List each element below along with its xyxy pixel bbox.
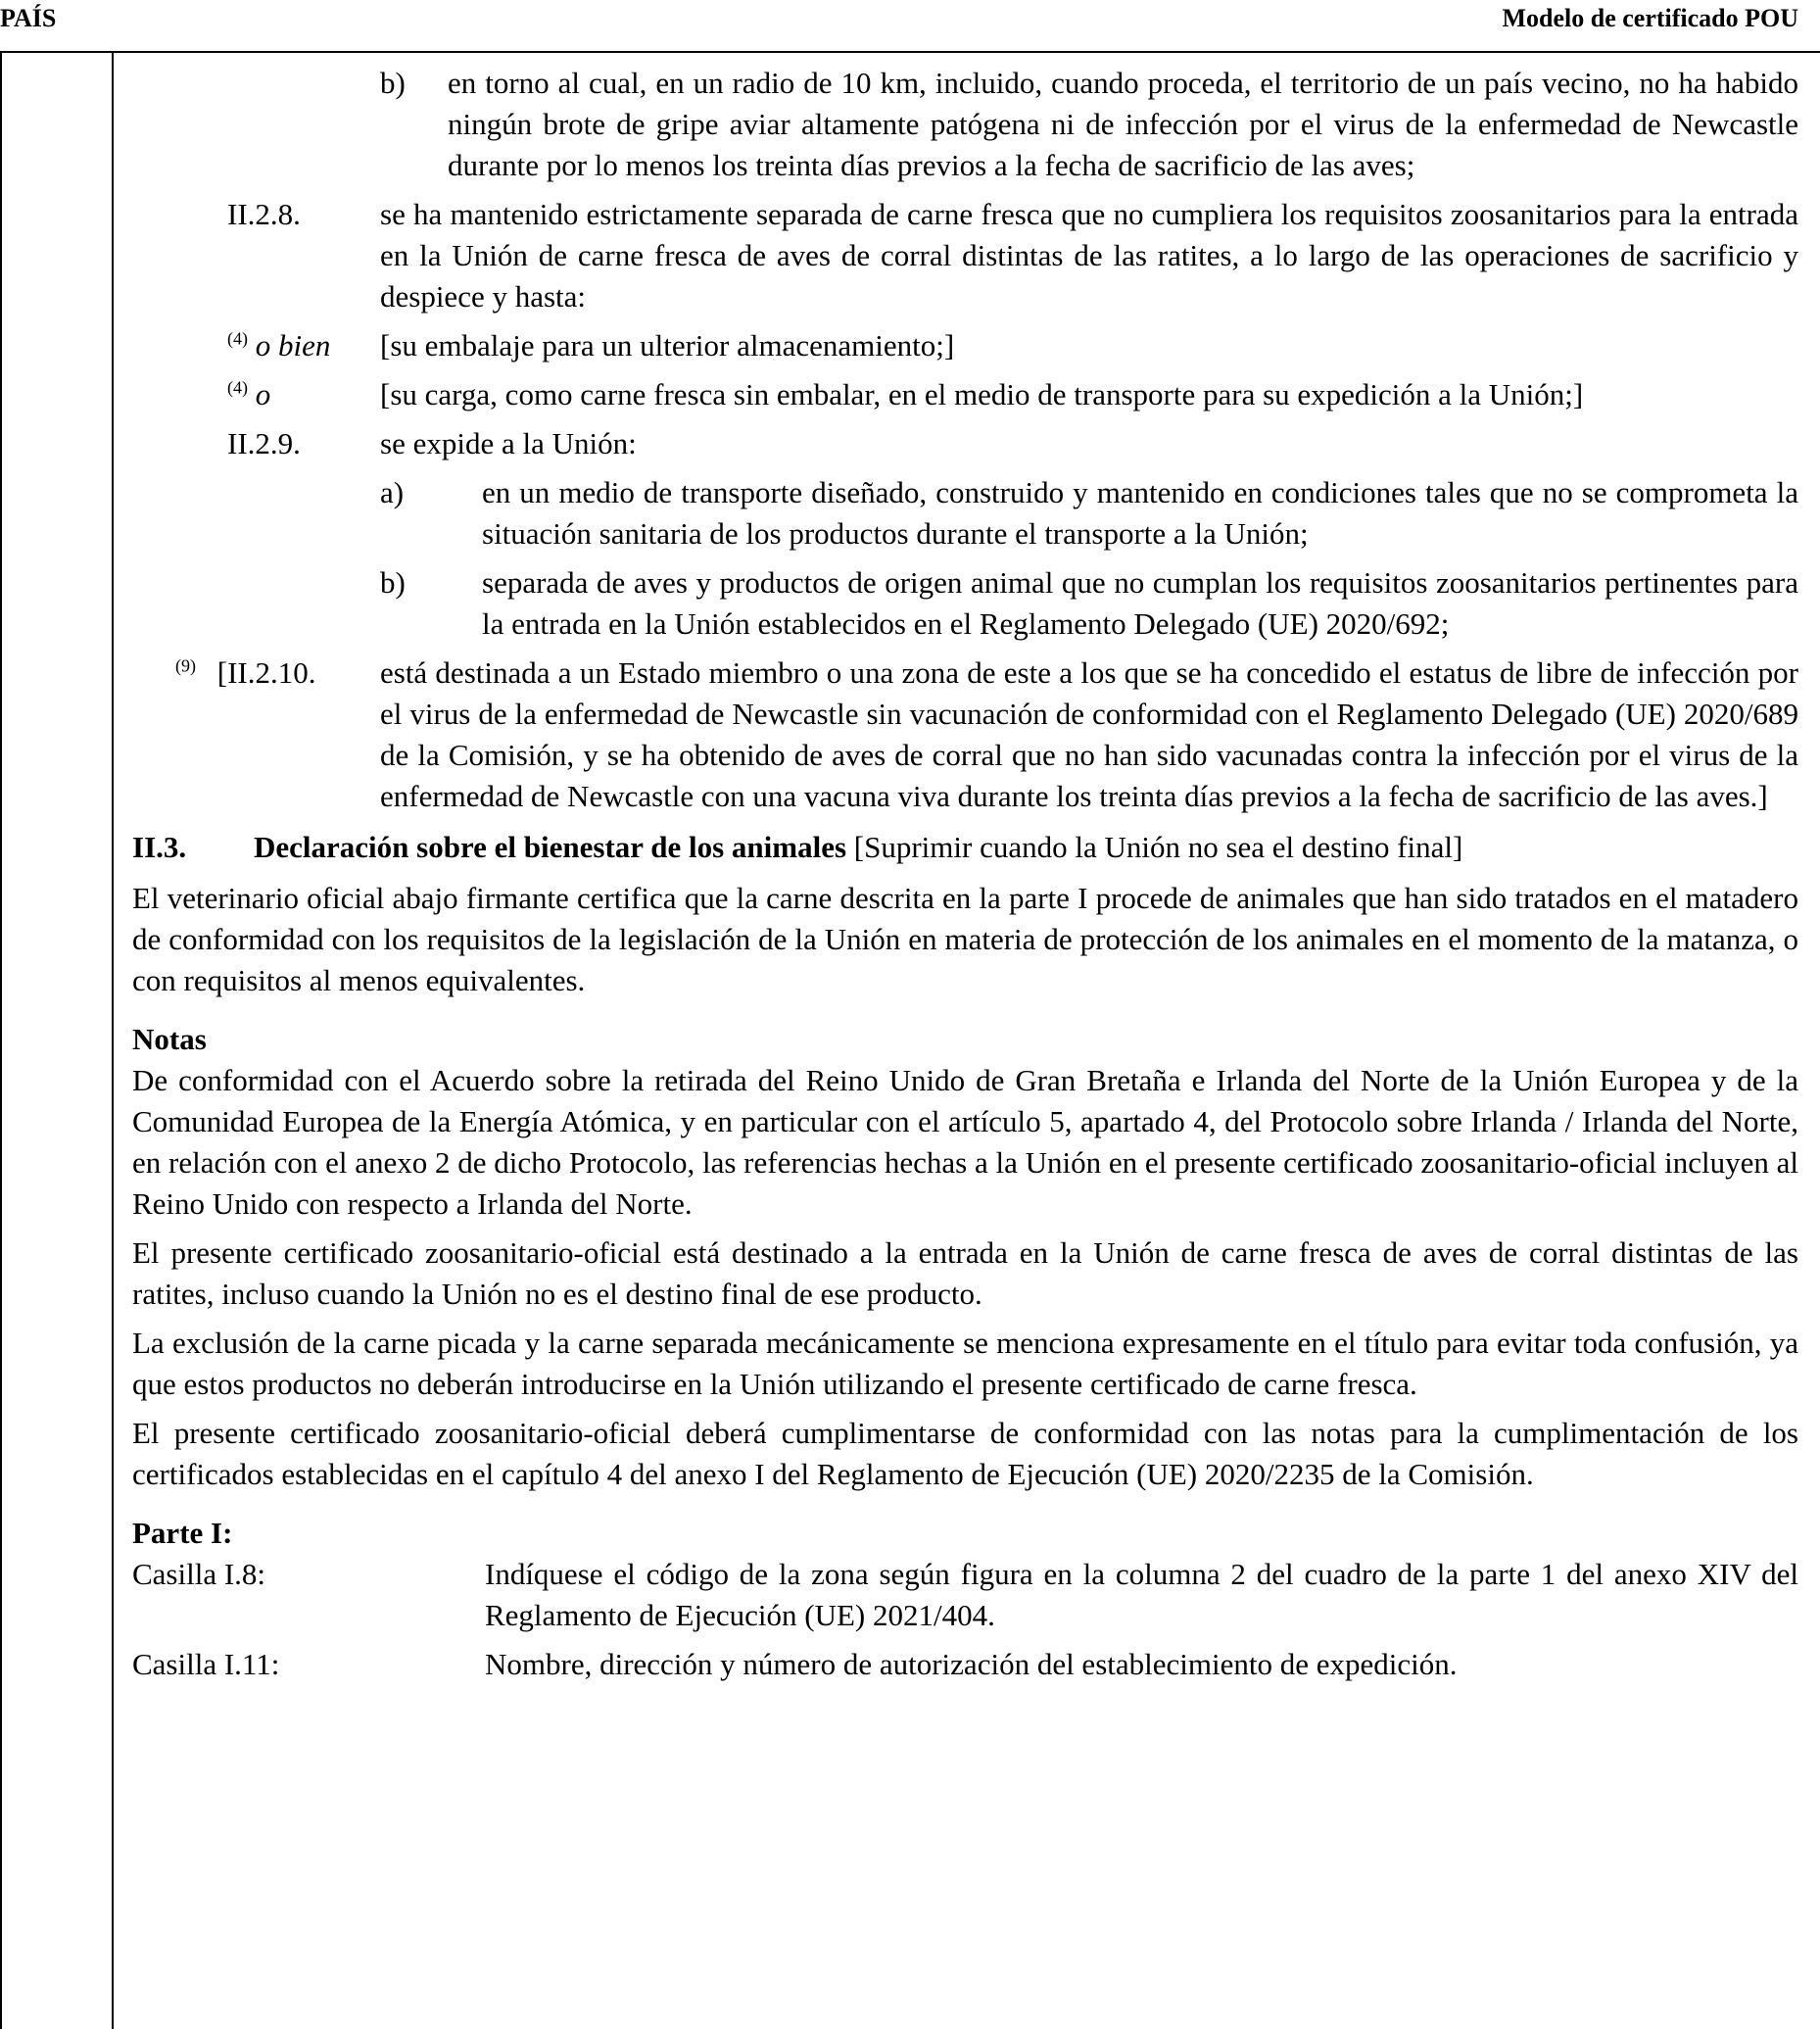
item-ii-2-10 (132, 652, 1798, 817)
box-label: Casilla I.11: (132, 1647, 280, 1681)
option-o-bien (132, 325, 1798, 366)
header-country: PAÍS (0, 4, 57, 32)
item-text: está destinada a un Estado miembro o una zona de este a los que se ha concedido el estatus de libre de infección por el virus de la enfermedad de Newcastle sin vacunación de conformidad con el Reglamento Delegado (UE) 2020/689 de la Comisión, y se ha obtenido de aves de corral que no han sido vacunadas contra la infección por el virus de la enfermedad de Newcastle con una vacuna viva durante los treinta días previos a la fecha de sacrificio de las aves.] (380, 655, 1798, 813)
document-body (132, 63, 1798, 1685)
left-border (0, 51, 2, 2029)
part-i-heading: Parte I: (132, 1516, 233, 1550)
part-i-row (132, 1554, 1798, 1636)
option-o (132, 374, 1798, 415)
notes-paragraph: La exclusión de la carne picada y la carne separada mecánicamente se menciona expresamente en el título para evitar toda confusión, ya que estos productos no deberán introducirse en la Unión utilizando el presente certificado de carne fresca. (132, 1326, 1798, 1401)
option-label: o (255, 377, 271, 411)
item-text: se expide a la Unión: (380, 426, 637, 460)
footnote-ref: (4) (227, 377, 248, 398)
footnote-ref: (4) (227, 328, 248, 349)
option-label: o bien (255, 328, 331, 362)
margin-border (112, 51, 114, 2029)
notes-paragraph: De conformidad con el Acuerdo sobre la retirada del Reino Unido de Gran Bretaña e Irlanda del Norte de la Unión Europea y de la Comunidad Europea de la Energía Atómica, y en particular con el artículo 5, apartado 4, del Protocolo sobre Irlanda / Irlanda del Norte, en relación con el anexo 2 de dicho Protocolo, las referencias hechas a la Unión en el presente certificado zoosanitario-oficial incluyen al Reino Unido con respecto a Irlanda del Norte. (132, 1063, 1798, 1221)
item-ii-2-9-b (132, 562, 1798, 645)
item-text: separada de aves y productos de origen animal que no cumplan los requisitos zoosanitarios pertinentes para la entrada en la Unión establecidos en el Reglamento Delegado (UE) 2020/692; (482, 565, 1798, 641)
item-ii-2-9-a (132, 472, 1798, 555)
section-instruction: [Suprimir cuando la Unión no sea el destino final] (853, 830, 1463, 864)
item-number: II.2.9. (227, 426, 301, 460)
item-b-top (132, 63, 1798, 186)
header-model-title: Modelo de certificado POU (1502, 4, 1798, 32)
section-ii-3-text: El veterinario oficial abajo firmante certifica que la carne descrita en la parte I procede de animales que han sido tratados en el matadero de conformidad con los requisitos de la legislación de la Unión en materia de protección de los animales en el momento de la matanza, o con requisitos al menos equivalentes. (132, 881, 1798, 997)
footnote-ref: (9) (175, 655, 196, 676)
notes-paragraph: El presente certificado zoosanitario-oficial deberá cumplimentarse de conformidad con las notas para la cumplimentación de los certificados establecidas en el capítulo 4 del anexo I del Reglamento de Ejecución (UE) 2020/2235 de la Comisión. (132, 1416, 1798, 1491)
notes-paragraph: El presente certificado zoosanitario-oficial está destinado a la entrada en la Unión de carne fresca de aves de corral distintas de las ratites, incluso cuando la Unión no es el destino final de ese producto. (132, 1235, 1798, 1311)
box-text: Nombre, dirección y número de autorización del establecimiento de expedición. (485, 1647, 1458, 1681)
option-text: [su embalaje para un ulterior almacenamiento;] (380, 328, 955, 362)
item-ii-2-8 (132, 194, 1798, 317)
section-ii-3-heading (132, 827, 1798, 868)
header-rule (0, 51, 1820, 53)
item-text: en torno al cual, en un radio de 10 km, incluido, cuando proceda, el territorio de un país vecino, no ha habido ningún brote de gripe aviar altamente patógena ni de infección por el virus de la enfermedad de Newcastle durante por lo menos los treinta días previos a la fecha de sacrificio de las aves; (448, 66, 1798, 182)
notes-heading: Notas (132, 1022, 207, 1056)
part-i-row (132, 1644, 1798, 1685)
item-label: b) (380, 565, 406, 600)
item-label: b) (380, 66, 406, 100)
option-text: [su carga, como carne fresca sin embalar, en el medio de transporte para su expedición a la Unión;] (380, 377, 1584, 411)
item-text: en un medio de transporte diseñado, construido y mantenido en condiciones tales que no se comprometa la situación sanitaria de los productos durante el transporte a la Unión; (482, 475, 1798, 551)
box-label: Casilla I.8: (132, 1557, 266, 1591)
item-label: a) (380, 475, 405, 509)
section-title: Declaración sobre el bienestar de los animales (254, 830, 847, 864)
item-ii-2-9 (132, 423, 1798, 464)
item-number: [II.2.10. (216, 655, 316, 690)
box-text: Indíquese el código de la zona según figura en la columna 2 del cuadro de la parte 1 del anexo XIV del Reglamento de Ejecución (UE) 2021/404. (485, 1557, 1798, 1632)
item-number: II.2.8. (227, 197, 301, 231)
item-text: se ha mantenido estrictamente separada de carne fresca que no cumpliera los requisitos zoosanitarios para la entrada en la Unión de carne fresca de aves de corral distintas de las ratites, a lo largo de las operaciones de sacrificio y despiece y hasta: (380, 197, 1798, 314)
section-number: II.3. (132, 830, 187, 864)
